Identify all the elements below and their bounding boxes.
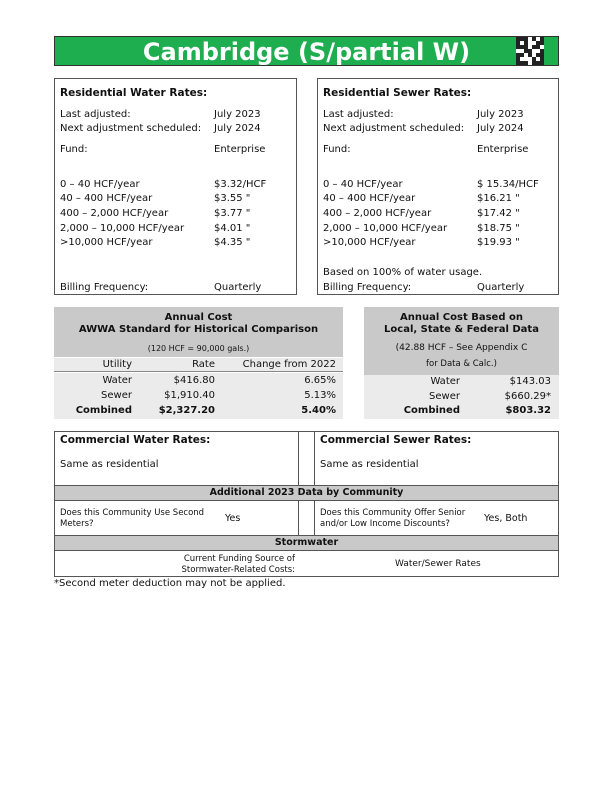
stormwater-heading: Stormwater xyxy=(274,537,339,548)
sewer-tier-rate: $19.93 " xyxy=(477,237,520,248)
water-tier-rate: $4.01 " xyxy=(214,223,251,234)
water-tier-range: 0 – 40 HCF/year xyxy=(60,179,140,190)
awwa-header xyxy=(54,307,343,357)
sewer-tier-range: 400 – 2,000 HCF/year xyxy=(323,208,432,219)
discounts-answer: Yes, Both xyxy=(484,513,528,524)
awwa-row-change: 5.40% xyxy=(301,405,336,416)
local-subtitle: (42.88 HCF – See Appendix C xyxy=(395,343,528,353)
awwa-title-standard: AWWA Standard for Historical Comparison xyxy=(78,324,319,335)
column-header-rate: Rate xyxy=(192,359,215,370)
local-row-utility: Combined xyxy=(403,405,460,416)
commercial-water-box xyxy=(54,431,299,486)
sewer-tier-range: 0 – 40 HCF/year xyxy=(323,179,403,190)
sewer-tier-rate: $ 15.34/HCF xyxy=(477,179,539,190)
footnote: *Second meter deduction may not be applied. xyxy=(54,578,286,589)
stormwater-label: Current Funding Source of Stormwater-Related Costs: xyxy=(181,554,295,575)
awwa-table-body xyxy=(54,373,343,419)
stormwater-value: Water/Sewer Rates xyxy=(395,559,481,569)
local-row-utility: Sewer xyxy=(429,391,460,402)
local-subtitle-cont: for Data & Calc.) xyxy=(426,359,497,369)
page-title: Cambridge (S/partial W) xyxy=(142,38,471,66)
sewer-heading: Residential Sewer Rates: xyxy=(323,87,472,99)
local-row-utility: Water xyxy=(430,376,460,387)
column-divider xyxy=(298,500,315,536)
sewer-tier-rate: $16.21 " xyxy=(477,193,520,204)
stormwater-header xyxy=(54,535,559,551)
sewer-fund: Enterprise xyxy=(477,144,529,155)
commercial-water-heading: Commercial Water Rates: xyxy=(60,434,211,446)
awwa-row-rate: $2,327.20 xyxy=(158,405,215,416)
sewer-next-adjustment: July 2024 xyxy=(477,123,524,134)
local-table-body xyxy=(364,375,559,419)
water-next-adjustment: July 2024 xyxy=(214,123,261,134)
water-heading: Residential Water Rates: xyxy=(60,87,208,99)
awwa-row-rate: $416.80 xyxy=(173,375,215,386)
local-header xyxy=(364,307,559,375)
sewer-tier-rate: $18.75 " xyxy=(477,223,520,234)
residential-sewer-box xyxy=(317,78,559,295)
water-tier-rate: $4.35 " xyxy=(214,237,251,248)
water-fund-label: Fund: xyxy=(60,144,88,155)
column-header-utility: Utility xyxy=(102,359,132,370)
additional-data-heading: Additional 2023 Data by Community xyxy=(209,487,404,498)
column-header-change: Change from 2022 xyxy=(242,359,336,370)
title-banner xyxy=(54,36,559,66)
awwa-column-headers xyxy=(54,358,343,372)
commercial-water-text: Same as residential xyxy=(60,459,159,470)
sewer-last-adjusted: July 2023 xyxy=(477,109,524,120)
awwa-row-rate: $1,910.40 xyxy=(164,390,215,401)
water-tier-rate: $3.77 " xyxy=(214,208,251,219)
sewer-next-adjustment-label: Next adjustment scheduled: xyxy=(323,123,465,134)
sewer-tier-rate: $17.42 " xyxy=(477,208,520,219)
water-tier-range: 2,000 – 10,000 HCF/year xyxy=(60,223,185,234)
commercial-sewer-box xyxy=(314,431,559,486)
awwa-row-utility: Sewer xyxy=(101,390,132,401)
sewer-billing: Quarterly xyxy=(477,282,525,293)
column-divider xyxy=(298,431,315,486)
water-billing-label: Billing Frequency: xyxy=(60,282,149,293)
second-meters-answer: Yes xyxy=(225,513,241,524)
local-row-value: $143.03 xyxy=(509,376,551,387)
sewer-tier-range: 40 – 400 HCF/year xyxy=(323,193,416,204)
awwa-row-utility: Combined xyxy=(75,405,132,416)
awwa-subtitle: (120 HCF = 90,000 gals.) xyxy=(147,344,250,353)
local-row-value: $660.29* xyxy=(504,391,551,402)
water-tier-range: >10,000 HCF/year xyxy=(60,237,153,248)
second-meters-row xyxy=(54,500,299,536)
awwa-row-change: 5.13% xyxy=(304,390,336,401)
qr-code-icon xyxy=(516,37,544,65)
discounts-question: Does this Community Offer Senior and/or Low Income Discounts? xyxy=(320,508,466,529)
commercial-sewer-heading: Commercial Sewer Rates: xyxy=(320,434,472,446)
sewer-billing-label: Billing Frequency: xyxy=(323,282,412,293)
commercial-sewer-text: Same as residential xyxy=(320,459,419,470)
sewer-tier-range: 2,000 – 10,000 HCF/year xyxy=(323,223,448,234)
discounts-row xyxy=(314,500,559,536)
water-tier-rate: $3.55 " xyxy=(214,193,251,204)
local-row-value: $803.32 xyxy=(505,405,551,416)
additional-data-header xyxy=(54,485,559,501)
awwa-row-utility: Water xyxy=(102,375,132,386)
sewer-last-adjusted-label: Last adjusted: xyxy=(323,109,394,120)
residential-water-box xyxy=(54,78,297,295)
sewer-tier-range: >10,000 HCF/year xyxy=(323,237,416,248)
awwa-title: Annual Cost xyxy=(164,312,233,323)
water-tier-range: 40 – 400 HCF/year xyxy=(60,193,153,204)
local-title-data: Local, State & Federal Data xyxy=(384,324,539,335)
awwa-row-change: 6.65% xyxy=(304,375,336,386)
water-last-adjusted-label: Last adjusted: xyxy=(60,109,131,120)
water-tier-rate: $3.32/HCF xyxy=(214,179,267,190)
sewer-fund-label: Fund: xyxy=(323,144,351,155)
water-fund: Enterprise xyxy=(214,144,266,155)
sewer-note: Based on 100% of water usage. xyxy=(323,267,483,278)
water-billing: Quarterly xyxy=(214,282,262,293)
second-meters-question: Does this Community Use Second Meters? xyxy=(60,508,205,529)
stormwater-row xyxy=(54,550,559,577)
water-tier-range: 400 – 2,000 HCF/year xyxy=(60,208,169,219)
water-next-adjustment-label: Next adjustment scheduled: xyxy=(60,123,202,134)
water-last-adjusted: July 2023 xyxy=(214,109,261,120)
local-title: Annual Cost Based on xyxy=(400,312,523,323)
